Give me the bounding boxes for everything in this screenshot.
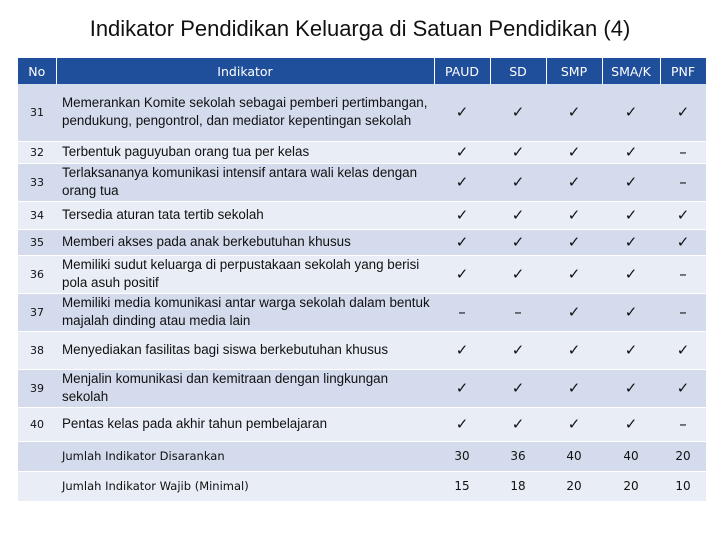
header-smp: SMP xyxy=(546,58,602,84)
indicator-table xyxy=(18,58,707,502)
header-smak: SMA/K xyxy=(602,58,660,84)
mark-smak: ✓ xyxy=(602,163,660,201)
mark-smp: ✓ xyxy=(546,255,602,293)
summary-value-smak: 20 xyxy=(602,471,660,501)
table-header-row xyxy=(18,58,706,84)
mark-smak: ✓ xyxy=(602,369,660,407)
mark-sd: – xyxy=(490,293,546,331)
indicator-text: Memberi akses pada anak berkebutuhan khusus xyxy=(56,229,434,255)
mark-sd: ✓ xyxy=(490,141,546,163)
table-row xyxy=(18,331,706,369)
row-number: 36 xyxy=(18,255,56,293)
summary-label: Jumlah Indikator Disarankan xyxy=(56,441,434,471)
summary-value-smp: 40 xyxy=(546,441,602,471)
indicator-text: Memiliki media komunikasi antar warga sekolah dalam bentuk majalah dinding atau media lain xyxy=(56,293,434,331)
mark-sd: ✓ xyxy=(490,201,546,229)
mark-pnf: ✓ xyxy=(660,369,706,407)
mark-sd: ✓ xyxy=(490,84,546,141)
mark-sd: ✓ xyxy=(490,407,546,441)
mark-paud: ✓ xyxy=(434,163,490,201)
mark-smak: ✓ xyxy=(602,84,660,141)
row-number: 35 xyxy=(18,229,56,255)
table-row xyxy=(18,141,706,163)
header-no: No xyxy=(18,58,56,84)
mark-smak: ✓ xyxy=(602,255,660,293)
table-row xyxy=(18,163,706,201)
header-paud: PAUD xyxy=(434,58,490,84)
mark-paud: ✓ xyxy=(434,229,490,255)
mark-paud: ✓ xyxy=(434,84,490,141)
mark-paud: ✓ xyxy=(434,255,490,293)
mark-pnf: – xyxy=(660,255,706,293)
header-sd: SD xyxy=(490,58,546,84)
mark-sd: ✓ xyxy=(490,369,546,407)
summary-label: Jumlah Indikator Wajib (Minimal) xyxy=(56,471,434,501)
row-number: 38 xyxy=(18,331,56,369)
mark-smp: ✓ xyxy=(546,369,602,407)
summary-value-sd: 36 xyxy=(490,441,546,471)
mark-smp: ✓ xyxy=(546,201,602,229)
mark-smp: ✓ xyxy=(546,331,602,369)
mark-pnf: – xyxy=(660,163,706,201)
mark-smak: ✓ xyxy=(602,201,660,229)
header-indikator: Indikator xyxy=(56,58,434,84)
mark-paud: ✓ xyxy=(434,407,490,441)
summary-blank-cell xyxy=(18,441,56,471)
mark-sd: ✓ xyxy=(490,163,546,201)
row-number: 32 xyxy=(18,141,56,163)
mark-pnf: ✓ xyxy=(660,201,706,229)
summary-row-recommended xyxy=(18,441,706,471)
table-row xyxy=(18,293,706,331)
mark-paud: ✓ xyxy=(434,141,490,163)
summary-row-minimum xyxy=(18,471,706,501)
indicator-text: Memiliki sudut keluarga di perpustakaan sekolah yang berisi pola asuh positif xyxy=(56,255,434,293)
mark-smp: ✓ xyxy=(546,407,602,441)
row-number: 37 xyxy=(18,293,56,331)
mark-smak: ✓ xyxy=(602,293,660,331)
row-number: 40 xyxy=(18,407,56,441)
summary-value-pnf: 20 xyxy=(660,441,706,471)
mark-pnf: ✓ xyxy=(660,84,706,141)
mark-sd: ✓ xyxy=(490,255,546,293)
mark-smp: ✓ xyxy=(546,141,602,163)
table-row xyxy=(18,229,706,255)
mark-smak: ✓ xyxy=(602,229,660,255)
mark-paud: ✓ xyxy=(434,369,490,407)
row-number: 31 xyxy=(18,84,56,141)
summary-value-smp: 20 xyxy=(546,471,602,501)
summary-value-paud: 15 xyxy=(434,471,490,501)
mark-paud: – xyxy=(434,293,490,331)
mark-smp: ✓ xyxy=(546,229,602,255)
row-number: 33 xyxy=(18,163,56,201)
mark-smak: ✓ xyxy=(602,141,660,163)
indicator-text: Menyediakan fasilitas bagi siswa berkebutuhan khusus xyxy=(56,331,434,369)
indicator-text: Tersedia aturan tata tertib sekolah xyxy=(56,201,434,229)
summary-blank-cell xyxy=(18,471,56,501)
indicator-text: Terlaksananya komunikasi intensif antara wali kelas dengan orang tua xyxy=(56,163,434,201)
mark-smak: ✓ xyxy=(602,407,660,441)
table-row xyxy=(18,255,706,293)
mark-paud: ✓ xyxy=(434,331,490,369)
mark-pnf: – xyxy=(660,407,706,441)
row-number: 34 xyxy=(18,201,56,229)
mark-pnf: – xyxy=(660,293,706,331)
mark-smp: ✓ xyxy=(546,163,602,201)
summary-value-paud: 30 xyxy=(434,441,490,471)
table-row xyxy=(18,84,706,141)
summary-value-sd: 18 xyxy=(490,471,546,501)
indicator-text: Pentas kelas pada akhir tahun pembelajaran xyxy=(56,407,434,441)
mark-pnf: – xyxy=(660,141,706,163)
mark-smak: ✓ xyxy=(602,331,660,369)
mark-smp: ✓ xyxy=(546,84,602,141)
indicator-text: Menjalin komunikasi dan kemitraan dengan lingkungan sekolah xyxy=(56,369,434,407)
summary-value-pnf: 10 xyxy=(660,471,706,501)
mark-sd: ✓ xyxy=(490,331,546,369)
header-pnf: PNF xyxy=(660,58,706,84)
indicator-text: Terbentuk paguyuban orang tua per kelas xyxy=(56,141,434,163)
page-title: Indikator Pendidikan Keluarga di Satuan Pendidikan (4) xyxy=(89,16,631,41)
summary-value-smak: 40 xyxy=(602,441,660,471)
table-row xyxy=(18,407,706,441)
table-row xyxy=(18,201,706,229)
mark-sd: ✓ xyxy=(490,229,546,255)
table-row xyxy=(18,369,706,407)
mark-smp: ✓ xyxy=(546,293,602,331)
row-number: 39 xyxy=(18,369,56,407)
indicator-text: Memerankan Komite sekolah sebagai pemberi pertimbangan, pendukung, pengontrol, dan mediator kepentingan sekolah xyxy=(56,84,434,141)
mark-pnf: ✓ xyxy=(660,229,706,255)
mark-paud: ✓ xyxy=(434,201,490,229)
mark-pnf: ✓ xyxy=(660,331,706,369)
